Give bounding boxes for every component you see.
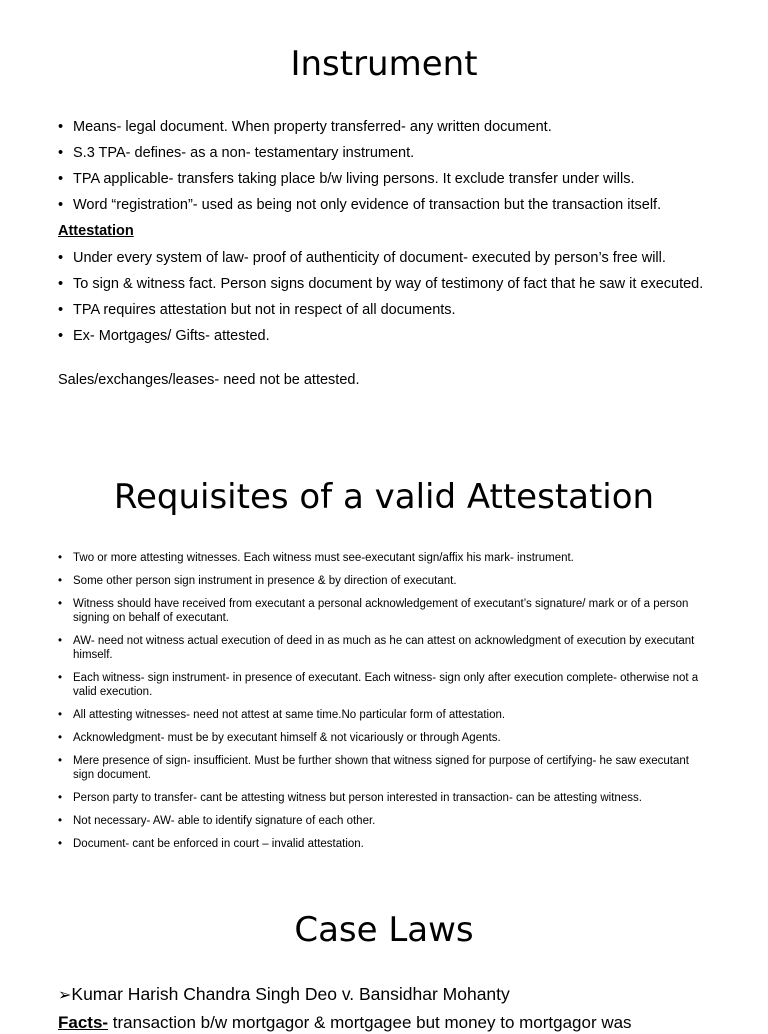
list-item: • Under every system of law- proof of authenticity of document- executed by person’s free will. (58, 249, 718, 267)
arrow-bullet-icon: ➢ (58, 987, 72, 1004)
list-item: • S.3 TPA- defines- as a non- testamentary instrument. (58, 144, 718, 162)
attestation-footer-note: Sales/exchanges/leases- need not be attested. (58, 372, 360, 388)
list-item: • Document- cant be enforced in court – invalid attestation. (58, 837, 708, 851)
instrument-bullet-list (58, 118, 718, 222)
list-item: • Mere presence of sign- insufficient. Must be further shown that witness signed for purpose of certifying- he saw executant sign document. (58, 754, 708, 782)
list-item: • TPA applicable- transfers taking place b/w living persons. It exclude transfer under wills. (58, 170, 718, 188)
case-name: Kumar Harish Chandra Singh Deo v. Bansidhar Mohanty (71, 984, 510, 1004)
case-law-item (58, 983, 510, 1007)
list-item: • AW- need not witness actual execution of deed in as much as he can attest on acknowledgment of execution by executant himself. (58, 634, 708, 662)
page-title-instrument: Instrument (290, 44, 478, 84)
list-item: • Not necessary- AW- able to identify signature of each other. (58, 814, 708, 828)
list-item: • Means- legal document. When property transferred- any written document. (58, 118, 718, 136)
attestation-bullet-list (58, 249, 718, 353)
attestation-subheading: Attestation (58, 223, 134, 239)
case-facts (58, 1012, 718, 1034)
page-title-requisites: Requisites of a valid Attestation (113, 477, 655, 517)
list-item: • All attesting witnesses- need not attest at same time.No particular form of attestation. (58, 708, 708, 722)
list-item: • To sign & witness fact. Person signs document by way of testimony of fact that he saw it executed. (58, 275, 718, 293)
requisites-bullet-list (58, 551, 708, 860)
list-item: • Word “registration”- used as being not only evidence of transaction but the transaction itself. (58, 196, 718, 214)
list-item: • Some other person sign instrument in presence & by direction of executant. (58, 574, 708, 588)
list-item: • Ex- Mortgages/ Gifts- attested. (58, 327, 718, 345)
list-item: • Two or more attesting witnesses. Each witness must see-executant sign/affix his mark- instrument. (58, 551, 708, 565)
list-item: • TPA requires attestation but not in respect of all documents. (58, 301, 718, 319)
list-item: • Acknowledgment- must be by executant himself & not vicariously or through Agents. (58, 731, 708, 745)
list-item: • Witness should have received from executant a personal acknowledgement of executant’s signature/ mark or of a person signing on behalf of executant. (58, 597, 708, 625)
list-item: • Each witness- sign instrument- in presence of executant. Each witness- sign only after execution complete- otherwise not a valid execution. (58, 671, 708, 699)
list-item: • Person party to transfer- cant be attesting witness but person interested in transaction- can be attesting witness. (58, 791, 708, 805)
page-title-case-laws: Case Laws (294, 910, 474, 950)
facts-text: transaction b/w mortgagor & mortgagee but money to mortgagor was (108, 1013, 632, 1032)
facts-label: Facts- (58, 1013, 109, 1032)
